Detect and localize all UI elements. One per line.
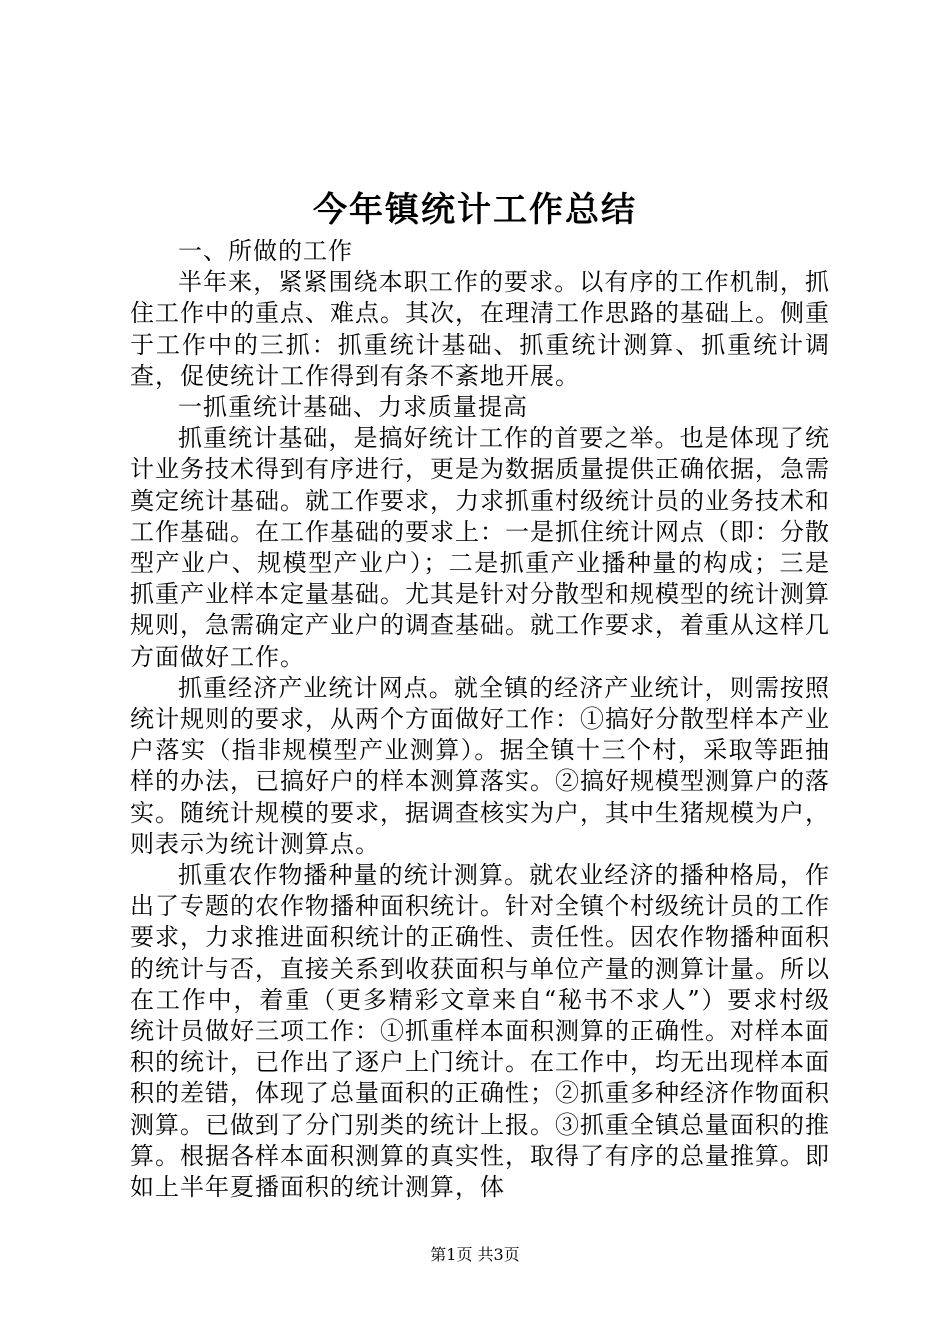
document-body [130,236,830,1203]
paragraph: 抓重农作物播种量的统计测算。就农业经济的播种格局，作出了专题的农作物播种面积统计。针对全镇个村级统计员的工作要求，力求推进面积统计的正确性、责任性。因农作物播种面积的统计与否，直接关系到收获面积与单位产量的测算计量。所以在工作中，着重（更多精彩文章来自“秘书不求人”）要求村级统计员做好三项工作：①抓重样本面积测算的正确性。对样本面积的统计，已作出了逐户上门统计。在工作中，均无出现样本面积的差错，体现了总量面积的正确性；②抓重多种经济作物面积测算。已做到了分门别类的统计上报。③抓重全镇总量面积的推算。根据各样本面积测算的真实性，取得了有序的总量推算。即如上半年夏播面积的统计测算，体 [130,861,830,1202]
document-title: 今年镇统计工作总结 [313,190,637,230]
page-footer: 第1页 共3页 [430,1245,520,1264]
paragraph: 抓重统计基础，是搞好统计工作的首要之举。也是体现了统计业务技术得到有序进行，更是为数据质量提供正确依据，急需奠定统计基础。就工作要求，力求抓重村级统计员的业务技术和工作基础。在工作基础的要求上：一是抓住统计网点（即：分散型产业户、规模型产业户）；二是抓重产业播种量的构成；三是抓重产业样本定量基础。尤其是针对分散型和规模型的统计测算规则，急需确定产业户的调查基础。就工作要求，着重从这样几方面做好工作。 [130,424,830,671]
paragraph: 半年来，紧紧围绕本职工作的要求。以有序的工作机制，抓住工作中的重点、难点。其次，在理清工作思路的基础上。侧重于工作中的三抓：抓重统计基础、抓重统计测算、抓重统计调查，促使统计工作得到有条不紊地开展。 [130,268,830,390]
section-heading: 一、所做的工作 [178,237,353,265]
subsection-heading: 一抓重统计基础、力求质量提高 [178,393,528,422]
paragraph: 抓重经济产业统计网点。就全镇的经济产业统计，则需按照统计规则的要求，从两个方面做好工作：①搞好分散型样本产业户落实（指非规模型产业测算）。据全镇十三个村，采取等距抽样的办法，已搞好户的样本测算落实。②搞好规模型测算户的落实。随统计规模的要求，据调查核实为户，其中生猪规模为户，则表示为统计测算点。 [130,673,830,858]
